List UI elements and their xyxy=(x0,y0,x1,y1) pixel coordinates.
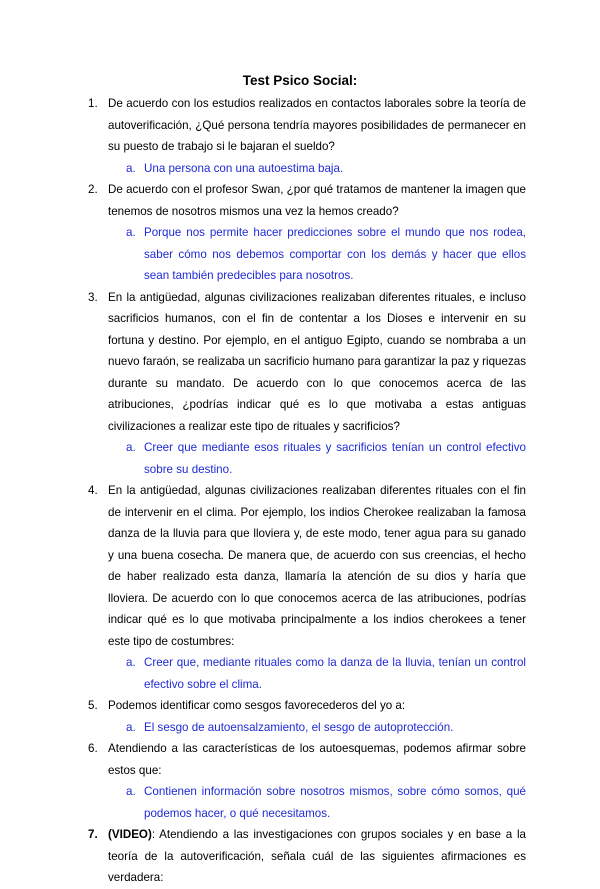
answer-text: El sesgo de autoensalzamiento, el sesgo de autoprotección. xyxy=(144,720,454,734)
question-text: Podemos identificar como sesgos favorecederos del yo a: xyxy=(108,699,406,712)
answer-3 xyxy=(126,437,526,480)
question-text: : Atendiendo a las investigaciones con grupos sociales y en base a la teoría de la autoverificación, señala cuál de las siguientes afirmaciones es verdadera: xyxy=(108,828,526,884)
question-1 xyxy=(88,93,526,158)
question-4 xyxy=(88,480,526,652)
answer-letter: a. xyxy=(126,226,136,239)
question-2 xyxy=(88,179,526,222)
question-number: 7. xyxy=(88,828,98,841)
question-6 xyxy=(88,738,526,781)
answer-letter: a. xyxy=(126,441,136,454)
question-text: De acuerdo con los estudios realizados en contactos laborales sobre la teoría de autoverificación, ¿Qué persona tendría mayores posibilidades de permanecer en su puesto de trabajo si le bajaran el sueldo? xyxy=(108,97,526,153)
question-text: Atendiendo a las características de los autoesquemas, podemos afirmar sobre estos que: xyxy=(108,742,526,777)
question-7 xyxy=(88,824,526,889)
question-number: 2. xyxy=(88,183,98,196)
answer-letter: a. xyxy=(126,656,136,669)
question-number: 1. xyxy=(88,97,98,110)
answer-text: Contienen información sobre nosotros mismos, sobre cómo somos, qué podemos hacer, o qué necesitamos. xyxy=(144,785,526,820)
answer-text: Porque nos permite hacer predicciones sobre el mundo que nos rodea, saber cómo nos debemos comportar con los demás y hacer que ellos sean también predecibles para nosotros. xyxy=(144,226,526,282)
answer-letter: a. xyxy=(126,785,136,798)
question-5 xyxy=(88,695,526,717)
page-title: Test Psico Social: xyxy=(242,73,358,88)
answer-letter: a. xyxy=(126,720,136,734)
question-text: En la antigüedad, algunas civilizaciones realizaban diferentes rituales, e incluso sacrificios humanos, con el fin de contentar a los Dioses e intervenir en su fortuna y destino. Por ejemplo, en el antiguo Egipto, cuando se nombraba a un nuevo faraón, se realizaba un sacrificio humano para garantizar la paz y riquezas durante su mandato. De acuerdo con lo que conocemos acerca de las atribuciones, ¿podrías indicar qué es lo que motivaba a estas antiguas civilizaciones a realizar este tipo de rituales y sacrificios? xyxy=(108,290,526,433)
question-text: En la antigüedad, algunas civilizaciones realizaban diferentes rituales con el fin de intervenir en el clima. Por ejemplo, los indios Cherokee realizaban la famosa danza de la lluvia para que lloviera y, de este modo, tener agua para su ganado y una buena cosecha. De manera que, de acuerdo con sus creencias, el hecho de haber realizado esta danza, llamaría la atención de su dios y haría que lloviera. De acuerdo con lo que conocemos acerca de las atribuciones, podrías indicar qué es lo que motivaba principalmente a los indios cherokees a tener este tipo de costumbres: xyxy=(108,484,526,648)
answer-text: Creer que, mediante rituales como la danza de la lluvia, tenían un control efectivo sobre el clima. xyxy=(144,656,526,691)
answer-text: Una persona con una autoestima baja. xyxy=(144,161,344,175)
answer-2 xyxy=(126,222,526,287)
answer-6 xyxy=(126,781,526,824)
question-number: 4. xyxy=(88,484,98,497)
question-3 xyxy=(88,287,526,438)
answer-5 xyxy=(126,717,526,739)
answer-letter: a. xyxy=(126,161,136,175)
question-prefix: (VIDEO) xyxy=(108,828,152,841)
question-list xyxy=(0,93,600,889)
question-number: 6. xyxy=(88,742,98,755)
answer-4 xyxy=(126,652,526,695)
question-text: De acuerdo con el profesor Swan, ¿por qué tratamos de mantener la imagen que tenemos de nosotros mismos una vez la hemos creado? xyxy=(108,183,526,218)
question-number: 5. xyxy=(88,699,98,712)
answer-text: Creer que mediante esos rituales y sacrificios tenían un control efectivo sobre su destino. xyxy=(144,441,526,476)
question-number: 3. xyxy=(88,290,98,304)
answer-1 xyxy=(126,158,526,180)
